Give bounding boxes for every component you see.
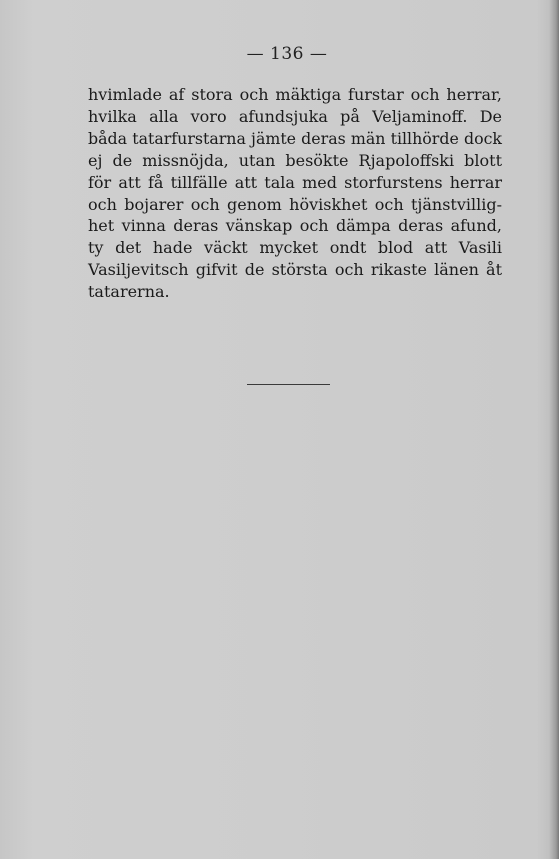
body-paragraph (88, 84, 502, 303)
text-line: och bojarer och genom höviskhet och tjänstvillig- (88, 194, 502, 214)
text-line: hvilka alla voro afundsjuka på Veljaminoff. De (88, 106, 502, 126)
text-line: för att få tillfälle att tala med storfurstens herrar (88, 172, 502, 192)
text-line: tatarerna. (88, 282, 170, 302)
section-divider-rule (247, 384, 330, 385)
text-line: ej de missnöjda, utan besökte Rjapoloffski blott (88, 150, 502, 170)
text-line: het vinna deras vänskap och dämpa deras afund, (88, 216, 502, 236)
text-line: båda tatarfurstarna jämte deras män tillhörde dock (88, 128, 502, 148)
text-line: Vasiljevitsch gifvit de största och rikaste länen åt (88, 260, 502, 280)
text-line: hvimlade af stora och mäktiga furstar och herrar, (88, 85, 502, 104)
page-number: — 136 — (246, 44, 328, 64)
page-edge-shadow (549, 0, 559, 859)
text-line: ty det hade väckt mycket ondt blod att Vasili (88, 238, 502, 258)
